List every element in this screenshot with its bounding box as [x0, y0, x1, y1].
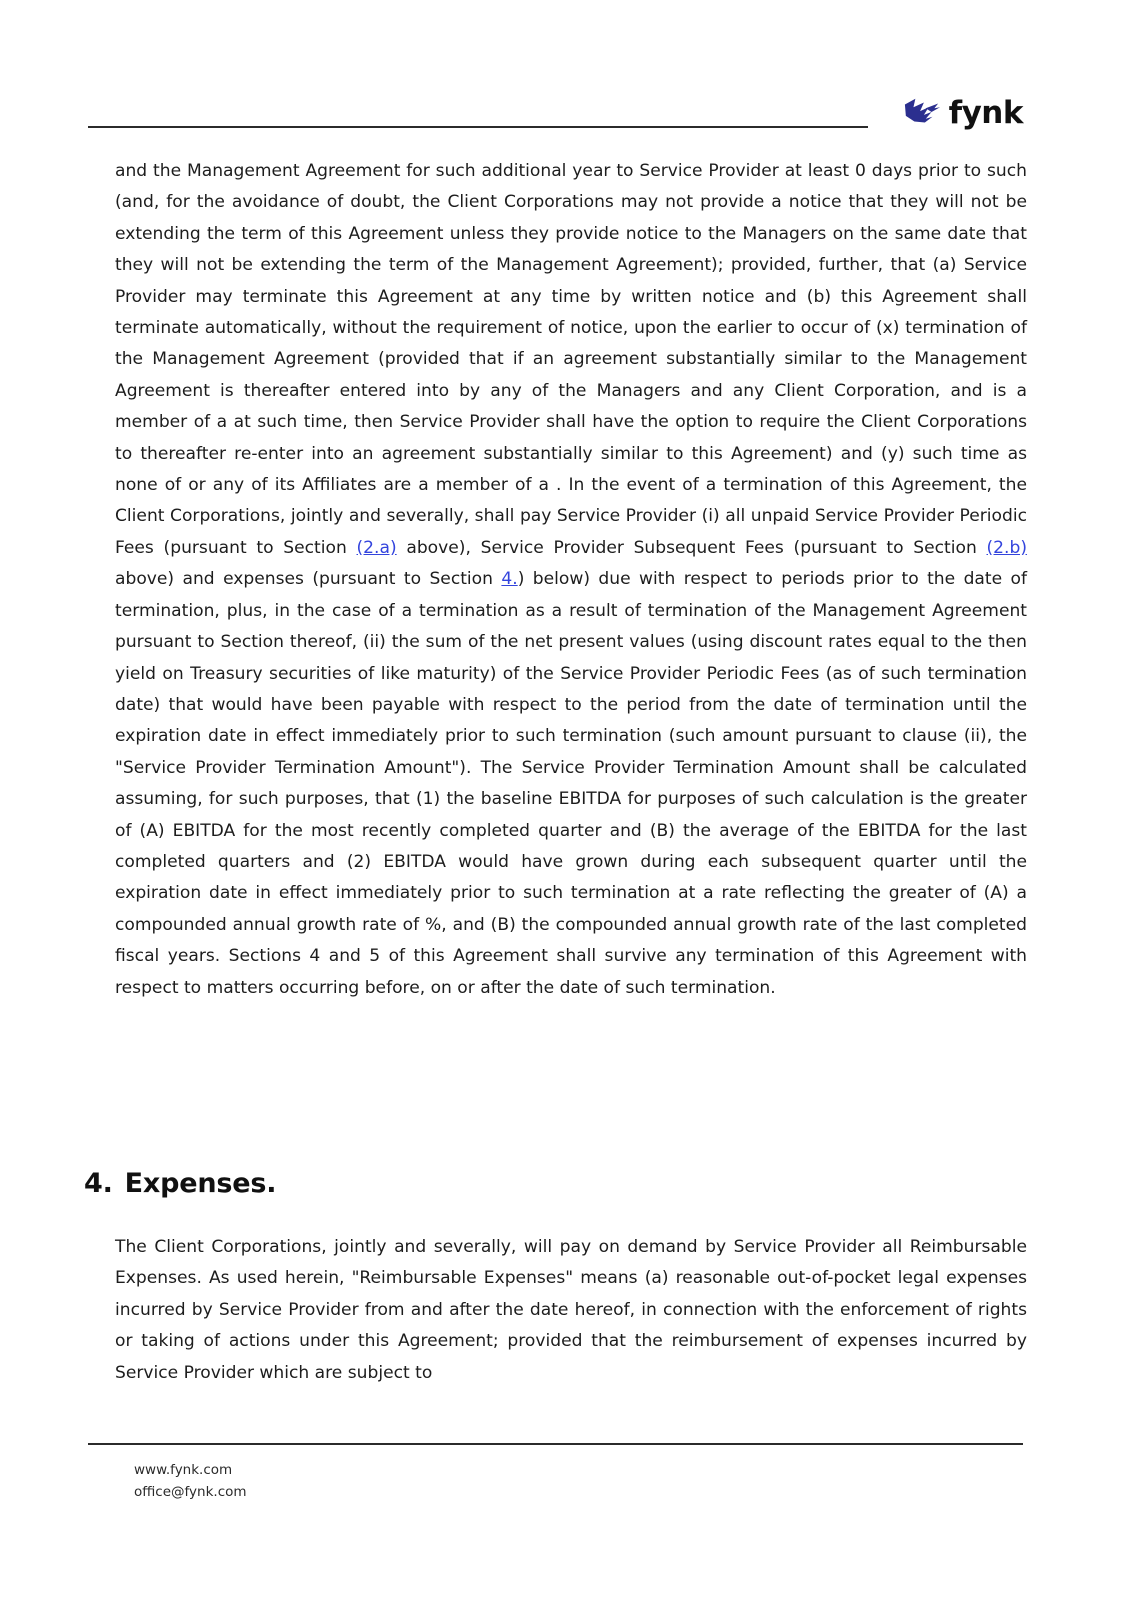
footer-email[interactable]: office@fynk.com	[134, 1484, 247, 1500]
footer-divider	[88, 1443, 1023, 1445]
paragraph-text-segment-4: ) below) due with respect to periods prior to the date of termination, plus, in the case of a termination as a result of termination of the Management Agreement pursuant to Section thereof, (ii) the sum of the net present values (using discount rates equal to the then yield on Treasury securities of like maturity) of the Service Provider Periodic Fees (as of such termination date) that would have been payable with respect to the period from the date of termination until the expiration date in effect immediately prior to such termination (such amount pursuant to clause (ii), the "Service Provider Termination Amount"). The Service Provider Termination Amount shall be calculated assuming, for such purposes, that (1) the baseline EBITDA for purposes of such calculation is the greater of (A) EBITDA for the most recently completed quarter and (B) the average of the EBITDA for the last completed quarters and (2) EBITDA would have grown during each subsequent quarter until the expiration date in effect immediately prior to such termination at a rate reflecting the greater of (A) a compounded annual growth rate of %, and (B) the compounded annual growth rate of the last completed fiscal years. Sections 4 and 5 of this Agreement shall survive any termination of this Agreement with respect to matters occurring before, on or after the date of such termination.	[115, 569, 1027, 998]
paragraph-termination	[115, 156, 1027, 1004]
section-number: 4.	[84, 1168, 113, 1199]
paragraph-text-segment-2: above), Service Provider Subsequent Fees (pursuant to Section	[396, 537, 987, 558]
paragraph-expenses: The Client Corporations, jointly and severally, will pay on demand by Service Provider all Reimbursable Expenses. As used herein, "Reimbursable Expenses" means (a) reasonable out-of-pocket legal expenses incurred by Service Provider from and after the date hereof, in connection with the enforcement of rights or taking of actions under this Agreement; provided that the reimbursement of expenses incurred by Service Provider which are subject to	[115, 1237, 1027, 1383]
section-title: Expenses.	[124, 1168, 277, 1199]
page-header	[88, 96, 1023, 156]
cross-reference-2a[interactable]: (2.a)	[356, 537, 397, 558]
page-footer	[88, 1443, 1023, 1503]
cross-reference-4[interactable]: 4.	[501, 569, 518, 590]
section-heading-expenses	[84, 1168, 1024, 1199]
paragraph-text-segment-3: above) and expenses (pursuant to Section	[115, 569, 502, 590]
body-content-top	[115, 156, 1027, 1004]
brand-logo	[903, 96, 1023, 130]
footer-contact	[134, 1459, 1023, 1503]
brand-name: fynk	[948, 94, 1023, 131]
cross-reference-2b[interactable]: (2.b)	[986, 537, 1027, 558]
footer-website[interactable]: www.fynk.com	[134, 1462, 233, 1478]
body-content-expenses	[115, 1232, 1027, 1389]
fynk-bird-logo-icon	[903, 96, 941, 130]
paragraph-text-segment-1: and the Management Agreement for such additional year to Service Provider at least 0 days prior to such (and, for the avoidance of doubt, the Client Corporations may not provide a notice that they will not be extending the term of this Agreement unless they provide notice to the Managers on the same date that they will not be extending the term of the Management Agreement); provided, further, that (a) Service Provider may terminate this Agreement at any time by written notice and (b) this Agreement shall terminate automatically, without the requirement of notice, upon the earlier to occur of (x) termination of the Management Agreement (provided that if an agreement substantially similar to the Management Agreement is thereafter entered into by any of the Managers and any Client Corporation, and is a member of a at such time, then Service Provider shall have the option to require the Client Corporations to thereafter re-enter into an agreement substantially similar to this Agreement) and (y) such time as none of or any of its Affiliates are a member of a . In the event of a termination of this Agreement, the Client Corporations, jointly and severally, shall pay Service Provider (i) all unpaid Service Provider Periodic Fees (pursuant to Section	[115, 161, 1027, 558]
header-divider	[88, 126, 868, 128]
